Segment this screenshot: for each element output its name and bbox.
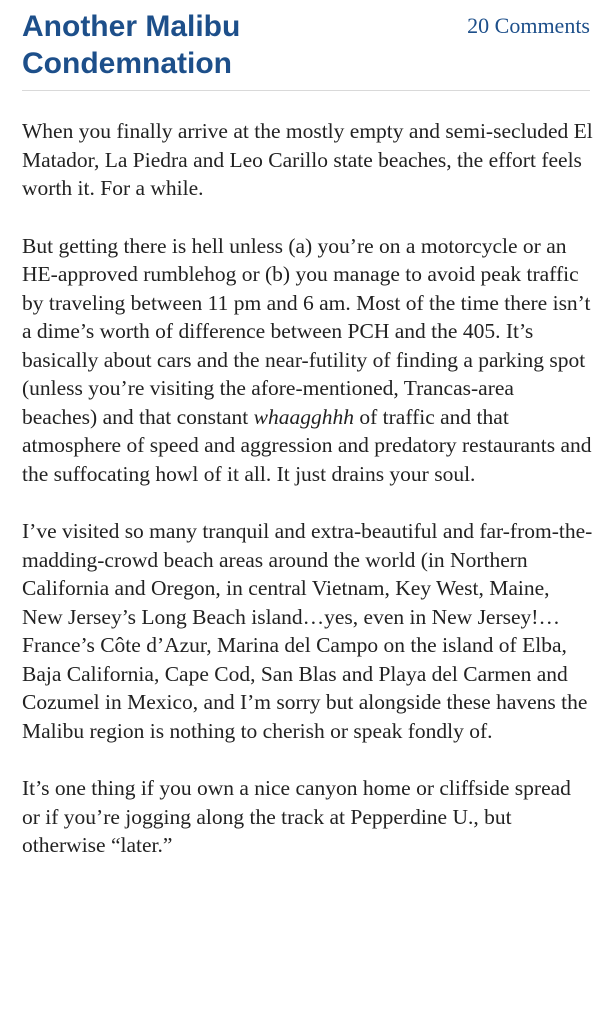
paragraph-1: When you finally arrive at the mostly empty and semi-secluded El Matador, La Piedra and Leo Carillo state beaches, the effort feels worth it. For a while. bbox=[22, 119, 593, 200]
paragraph-2-text-start: But getting there is hell unless (a) you’re on a motorcycle or an HE-approved rumblehog or (b) you manage to avoid peak traffic by traveling between 11 pm and 6 am. Most of the time there isn’t a dime’s worth of difference between PCH and the 405. It’s basically about cars and the near-futility of finding a parking spot (unless you’re visiting the afore-mentioned, Trancas-area beaches) and that constant bbox=[22, 233, 591, 429]
paragraph-4: It’s one thing if you own a nice canyon home or cliffside spread or if you’re jogging along the track at Pepperdine U., but otherwise “later.” bbox=[22, 776, 571, 857]
post-body bbox=[22, 117, 594, 889]
paragraph-2-emphasis: whaagghhh bbox=[253, 404, 354, 429]
post-title[interactable]: Another Malibu Condemnation bbox=[22, 10, 241, 80]
comments-link[interactable]: 20 Comments bbox=[467, 13, 590, 38]
paragraph-3: I’ve visited so many tranquil and extra-beautiful and far-from-the-madding-crowd beach areas around the world (in Northern California and Oregon, in central Vietnam, Key West, Maine, New Jersey’s Long Beach island…yes, even in New Jersey!…France’s Côte d’Azur, Marina del Campo on the island of Elba, Baja California, Cape Cod, San Blas and Playa del Carmen and Cozumel in Mexico, and I’m sorry but alongside these havens the Malibu region is nothing to cherish or speak fondly of. bbox=[22, 519, 593, 743]
paragraph-2 bbox=[22, 232, 594, 489]
paragraph-2-text-end: of traffic and that atmosphere of speed and aggression and predatory restaurants and the suffocating howl of it all. It just drains your soul. bbox=[22, 404, 592, 486]
post-header bbox=[22, 8, 590, 91]
